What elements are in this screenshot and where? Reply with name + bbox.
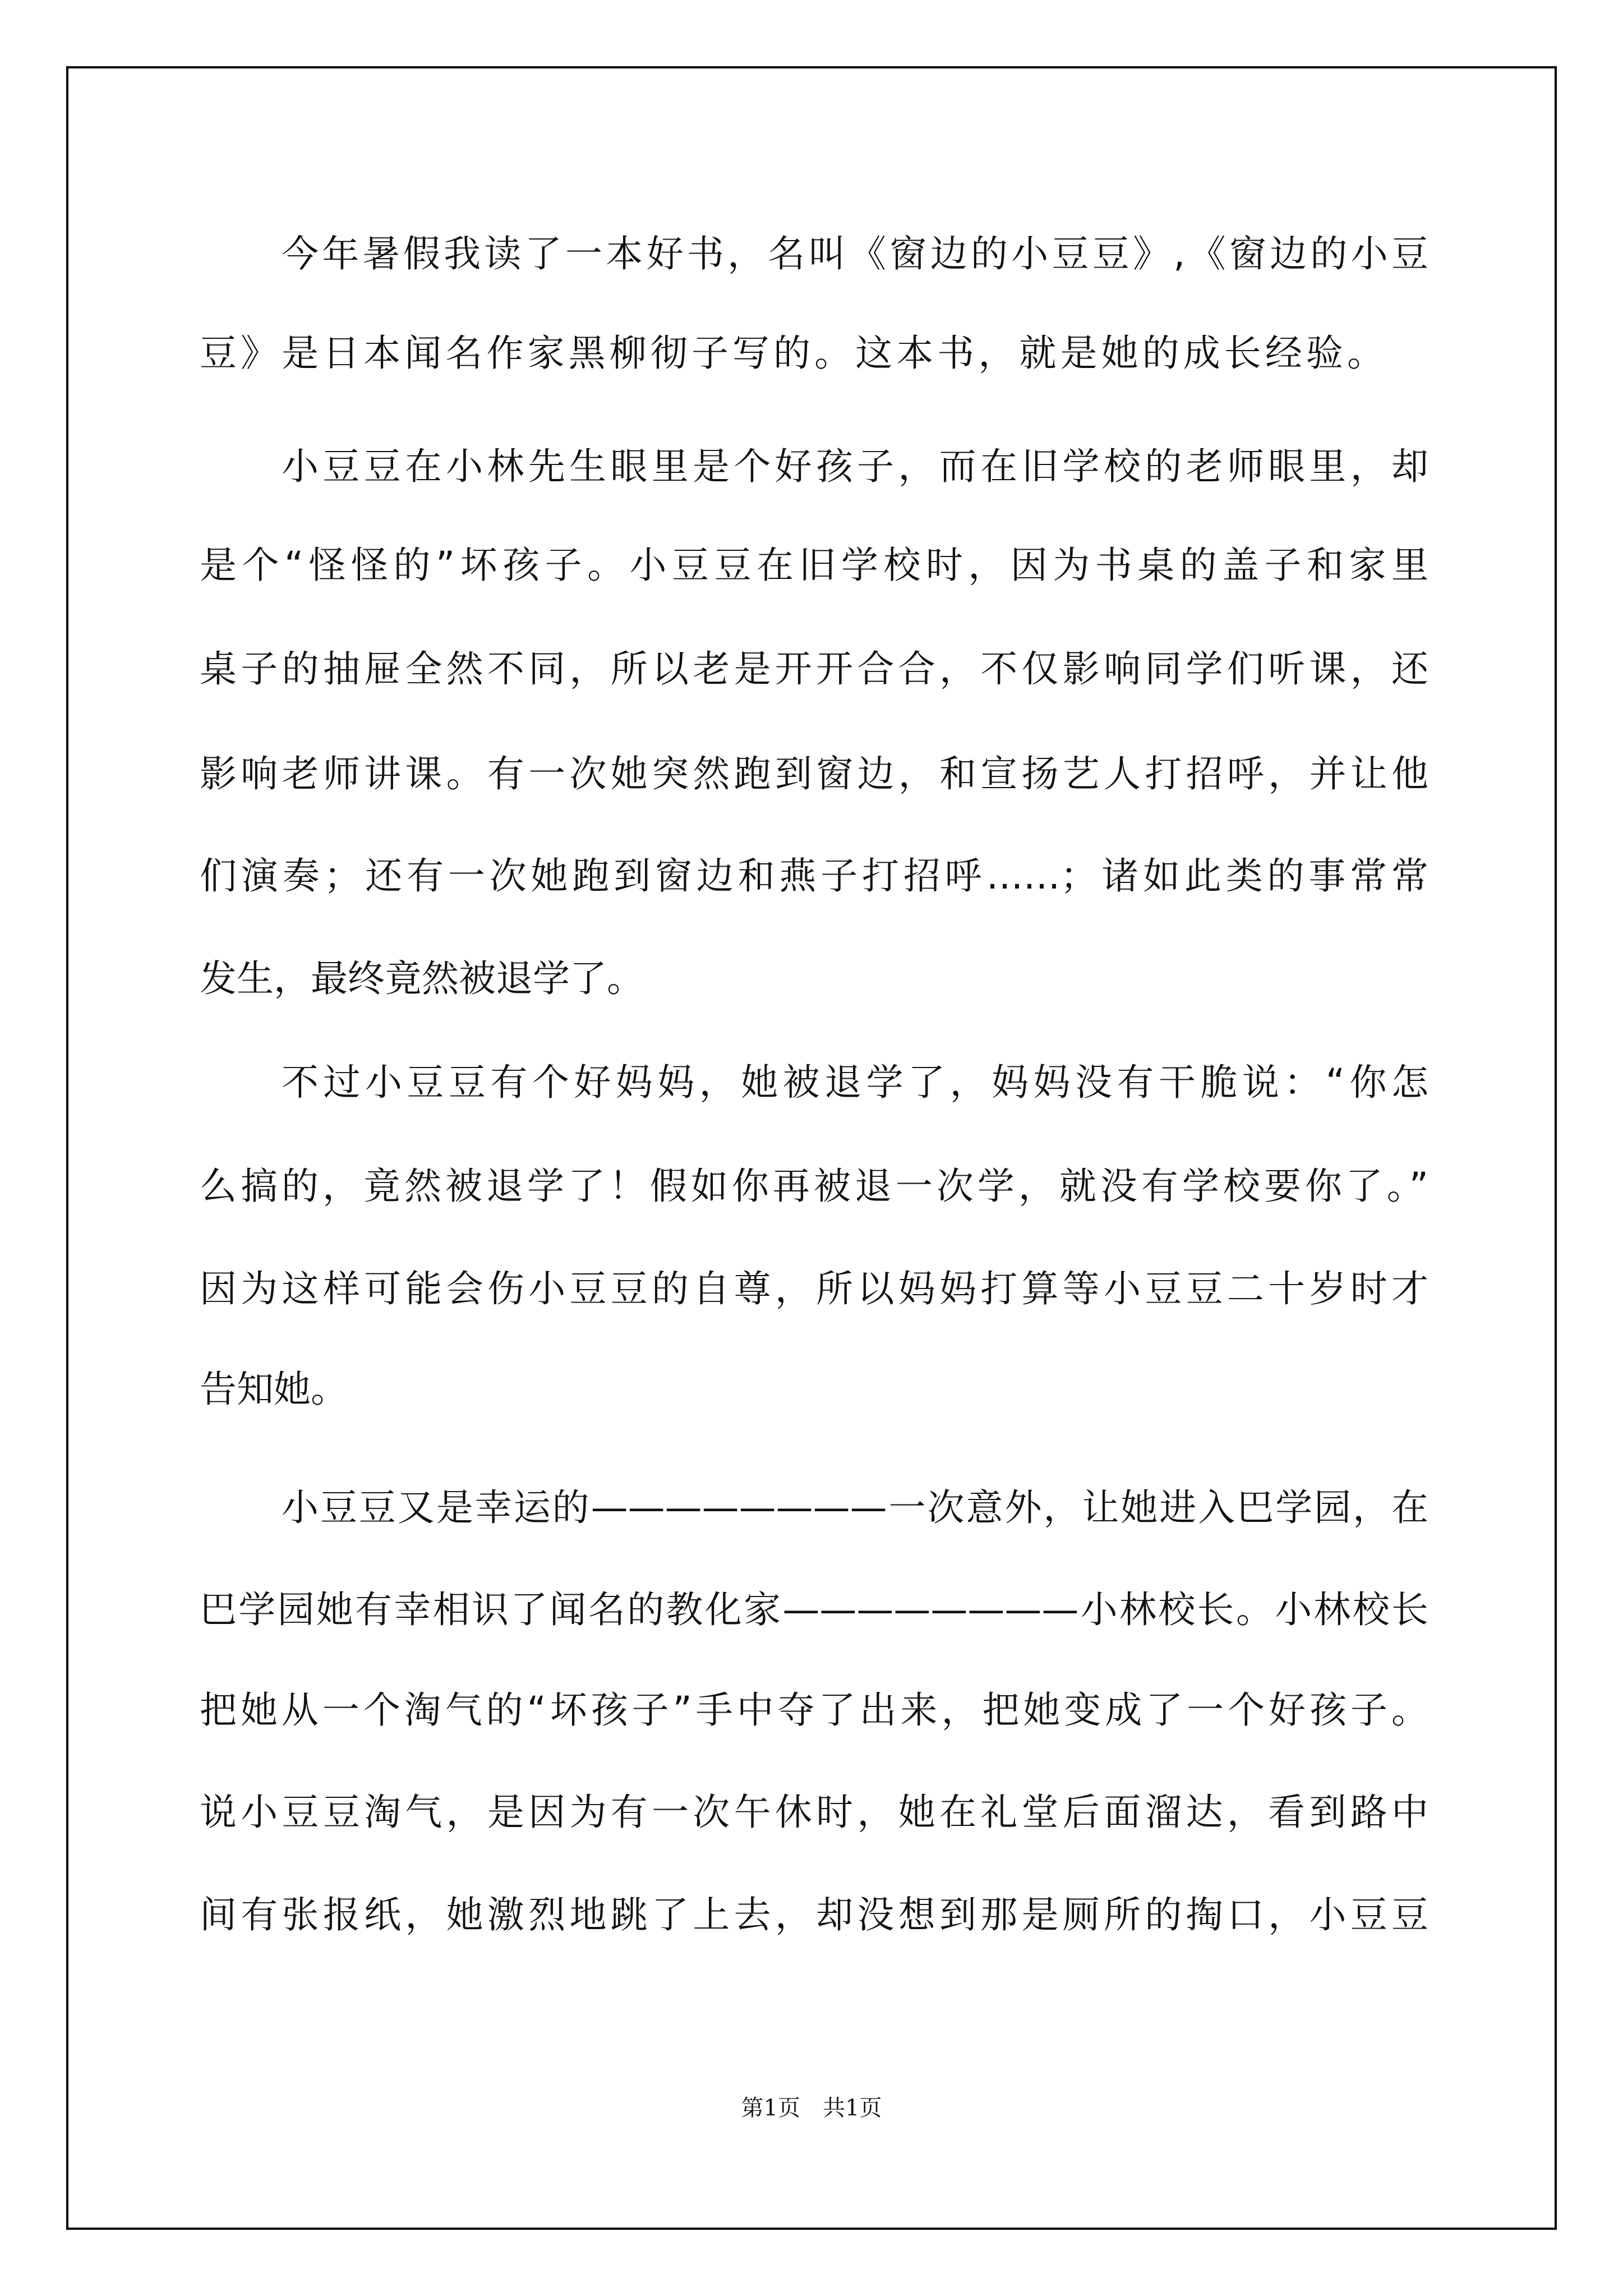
text-line: 影响老师讲课。有一次她突然跑到窗边，和宣扬艺人打招呼，并让他 bbox=[200, 752, 1428, 795]
text-line: 桌子的抽屉全然不同，所以老是开开合合，不仅影响同学们听课，还 bbox=[200, 647, 1428, 691]
text-line: 不过小豆豆有个好妈妈，她被退学了，妈妈没有干脆说：“你怎 bbox=[282, 1061, 1428, 1104]
text-line: 间有张报纸，她激烈地跳了上去，却没想到那是厕所的掏口，小豆豆 bbox=[200, 1893, 1428, 1936]
text-line: 是个“怪怪的”坏孩子。小豆豆在旧学校时，因为书桌的盖子和家里 bbox=[200, 544, 1428, 587]
text-line: 么搞的，竟然被退学了！假如你再被退一次学，就没有学校要你了。” bbox=[200, 1165, 1428, 1208]
text-line: 小豆豆在小林先生眼里是个好孩子，而在旧学校的老师眼里，却 bbox=[282, 445, 1428, 488]
text-line: 今年暑假我读了一本好书，名叫《窗边的小豆豆》,《窗边的小豆 bbox=[282, 232, 1428, 275]
text-line: 豆》是日本闻名作家黑柳彻子写的。这本书，就是她的成长经验。 bbox=[200, 332, 1384, 375]
text-line: 们演奏；还有一次她跑到窗边和燕子打招呼……；诸如此类的事常常 bbox=[200, 854, 1428, 898]
text-line: 小豆豆又是幸运的————————一次意外，让她进入巴学园，在 bbox=[282, 1486, 1428, 1529]
page-number-footer: 第1页 共1页 bbox=[741, 2095, 882, 2121]
text-line: 发生，最终竟然被退学了。 bbox=[200, 957, 644, 1000]
text-line: 告知她。 bbox=[200, 1368, 348, 1411]
text-line: 把她从一个淘气的“坏孩子”手中夺了出来，把她变成了一个好孩子。 bbox=[200, 1688, 1428, 1732]
text-line: 说小豆豆淘气，是因为有一次午休时，她在礼堂后面溜达，看到路中 bbox=[200, 1791, 1428, 1834]
text-line: 巴学园她有幸相识了闻名的教化家————————小林校长。小林校长 bbox=[200, 1588, 1428, 1631]
text-line: 因为这样可能会伤小豆豆的自尊，所以妈妈打算等小豆豆二十岁时才 bbox=[200, 1267, 1428, 1310]
